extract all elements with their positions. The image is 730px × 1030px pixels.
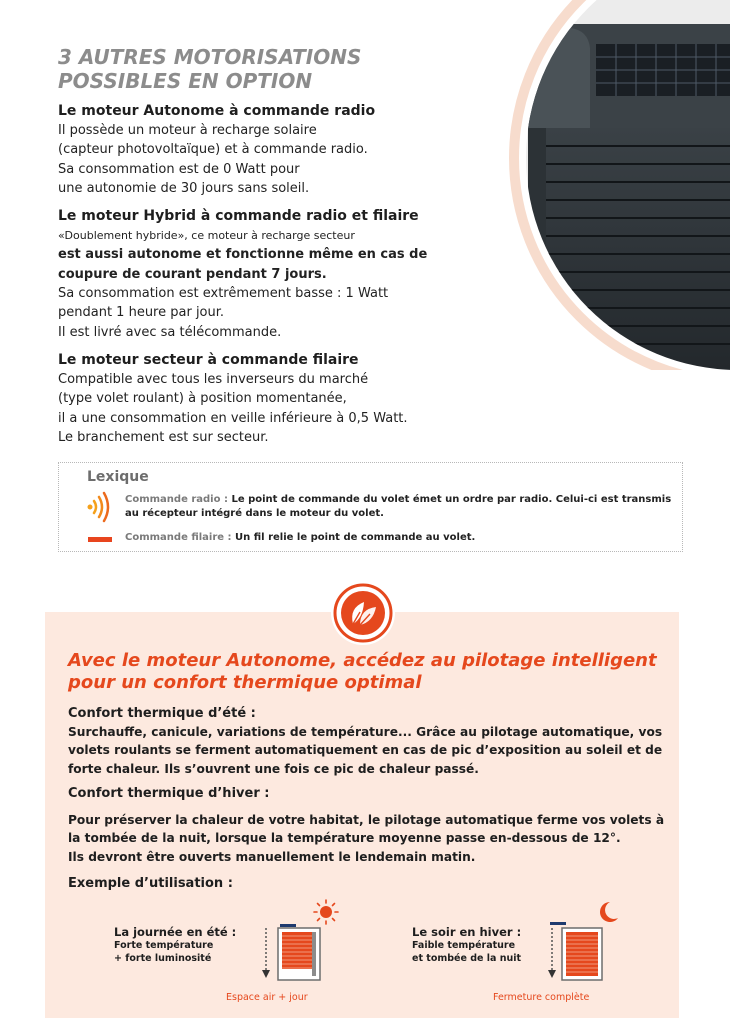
motor-heading: Le moteur Hybrid à commande radio et filaire <box>58 208 419 225</box>
section-subtitle: Avec le moteur Autonome, accédez au pilotage intelligent pour un confort thermique optimal <box>68 650 657 693</box>
example-summer <box>114 925 274 965</box>
motor-description: Sa consommation est extrêmement basse : 1 Watt pendant 1 heure par jour. Il est livré avec sa télécommande. <box>58 286 389 340</box>
motor-list <box>58 102 478 456</box>
example-title: La journée en été : <box>114 925 237 939</box>
example-caption: Fermeture complète <box>493 992 590 1003</box>
example-description: Faible température et tombée de la nuit <box>412 940 522 964</box>
summer-text: Surchauffe, canicule, variations de température... Grâce au pilotage automatique, vos volets roulants se ferment automatiquement en cas de pic d’exposition au soleil et de forte chaleur. Ils s’ouvrent une fois ce pic de chaleur passé. <box>68 725 663 776</box>
motor-description: Il possède un moteur à recharge solaire (capteur photovoltaïque) et à commande radio. Sa consommation est de 0 Watt pour une autonomie de 30 jours sans soleil. <box>58 123 368 196</box>
glossary-filaire <box>87 531 677 545</box>
leaf-icon <box>330 580 396 646</box>
winter-heading: Confort thermique d’hiver : <box>68 786 270 801</box>
summer-heading: Confort thermique d’été : <box>68 706 256 721</box>
example-caption: Espace air + jour <box>226 992 308 1003</box>
glossary-radio <box>87 493 677 521</box>
example-description: Forte température + forte luminosité <box>114 940 214 964</box>
shutter-summer-icon <box>260 898 342 984</box>
glossary-term: Commande filaire : <box>125 532 232 543</box>
glossary-definition: Un fil relie le point de commande au volet. <box>231 532 476 543</box>
motor-hybrid <box>58 207 478 342</box>
moon-icon <box>600 902 618 922</box>
winter-text: Pour préserver la chaleur de votre habitat, le pilotage automatique ferme vos volets à la tombée de la nuit, lorsque la température moyenne passe en-dessous de 12°. Ils devront être ouverts manuellement le lendemain matin. <box>68 813 665 864</box>
motor-heading: Le moteur Autonome à commande radio <box>58 103 376 119</box>
shutter-winter-icon <box>540 898 622 984</box>
motor-secteur <box>58 351 478 447</box>
example-heading: Exemple d’utilisation : <box>68 876 233 891</box>
example-title: Le soir en hiver : <box>412 925 522 939</box>
motor-description: Compatible avec tous les inverseurs du marché (type volet roulant) à position momentanée, il a une consommation en veille inférieure à 0,5 Watt. Le branchement est sur secteur. <box>58 371 408 445</box>
glossary-box <box>58 462 683 552</box>
motor-highlight: est aussi autonome et fonctionne même en cas de coupure de courant pendant 7 jours. <box>58 247 428 282</box>
motor-description: «Doublement hybride», ce moteur à recharge secteur <box>58 229 355 243</box>
motor-heading: Le moteur secteur à commande filaire <box>58 351 359 368</box>
glossary-title: Lexique <box>87 469 149 485</box>
page-title: 3 AUTRES MOTORISATIONS POSSIBLES EN OPTION <box>58 45 362 93</box>
glossary-term: Commande radio : <box>125 494 228 505</box>
roller-shutter-photo <box>470 0 730 370</box>
glossary-definition: Le point de commande du volet émet un ordre par radio. Celui-ci est transmis au récepteur intégré dans le moteur du volet. <box>125 494 672 519</box>
motor-autonome <box>58 102 478 198</box>
sun-icon <box>314 900 338 924</box>
